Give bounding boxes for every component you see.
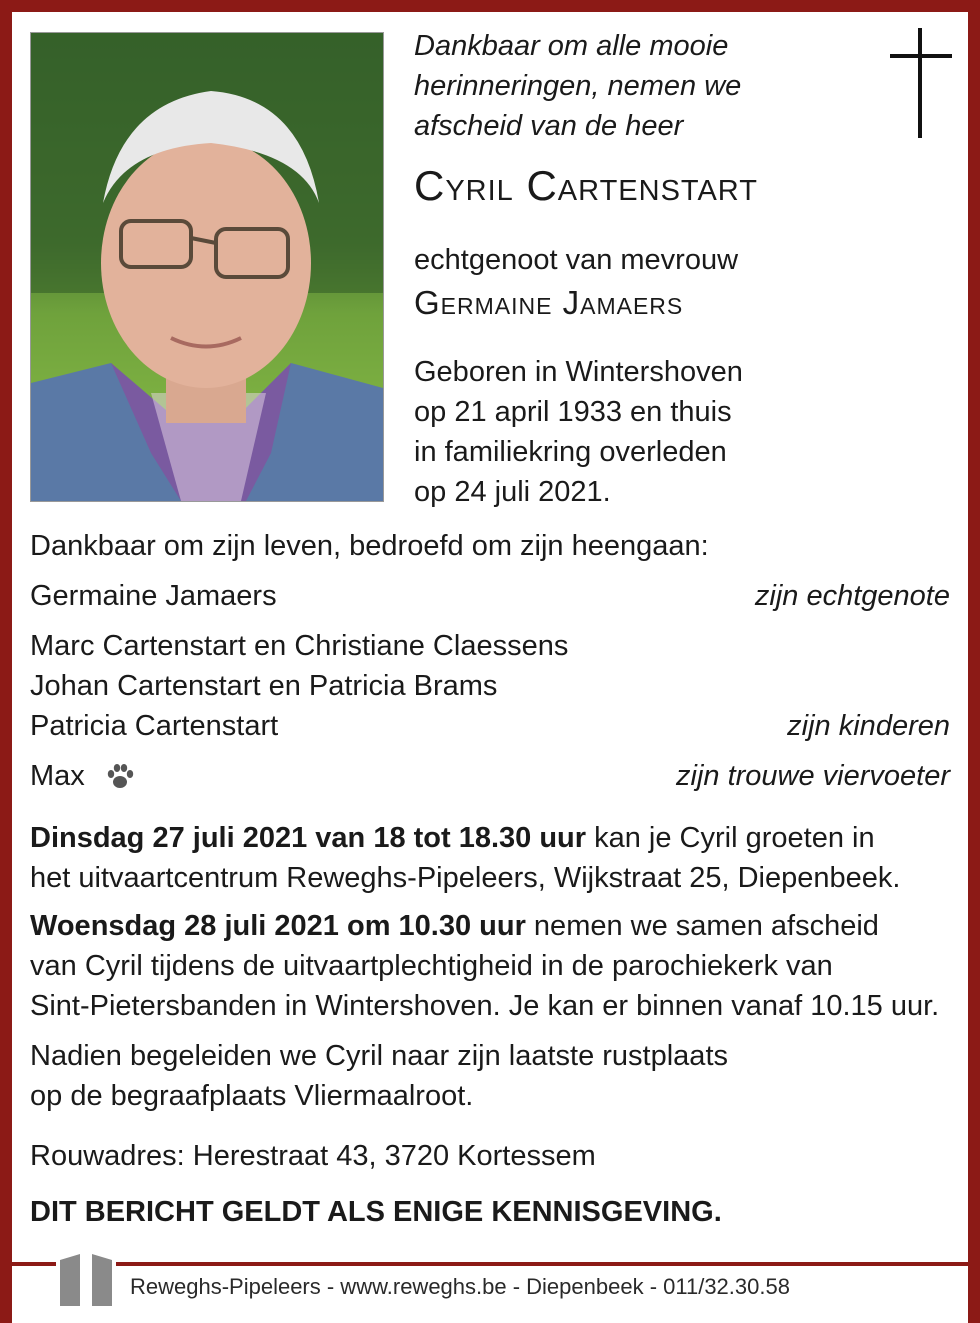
ceremony-date: Woensdag 28 juli 2021 om 10.30 uur bbox=[30, 910, 526, 942]
ceremony-text: nemen we samen afscheid bbox=[525, 910, 879, 942]
visitation-text: kan je Cyril groeten in bbox=[586, 822, 875, 854]
mourner-row bbox=[30, 710, 950, 746]
intro-line: Dankbaar om alle mooie bbox=[414, 30, 729, 62]
mourner-row bbox=[30, 630, 950, 666]
spouse-prefix: echtgenoot van mevrouw bbox=[414, 244, 739, 276]
footer-contact: Reweghs-Pipeleers - www.reweghs.be - Diepenbeek - 011/32.30.58 bbox=[130, 1274, 790, 1299]
cross-icon bbox=[890, 28, 952, 138]
ceremony-line: van Cyril tijdens de uitvaartplechtigheid in de parochiekerk van bbox=[30, 950, 833, 982]
mourner-name-pet bbox=[30, 760, 135, 793]
mourner-relation: zijn echtgenote bbox=[754, 580, 950, 612]
intro-line: afscheid van de heer bbox=[414, 110, 684, 142]
visitation-location: het uitvaartcentrum Reweghs-Pipeleers, Wijkstraat 25, Diepenbeek. bbox=[30, 862, 901, 894]
spouse-name: Germaine Jamaers bbox=[414, 284, 684, 321]
birth-line: op 21 april 1933 en thuis bbox=[414, 396, 732, 428]
mourner-name: Johan Cartenstart en Patricia Brams bbox=[30, 670, 498, 702]
intro-text bbox=[414, 26, 834, 146]
mourner-relation: zijn kinderen bbox=[787, 710, 950, 742]
paw-print-icon bbox=[105, 762, 135, 792]
mourner-relation: zijn trouwe viervoeter bbox=[676, 760, 950, 792]
address-line bbox=[30, 1136, 960, 1176]
mourner-row bbox=[30, 670, 950, 706]
mourning-address: Rouwadres: Herestraat 43, 3720 Kortessem bbox=[30, 1140, 596, 1172]
notice-line: DIT BERICHT GELDT ALS ENIGE KENNISGEVING. bbox=[30, 1196, 722, 1228]
burial-paragraph bbox=[30, 1036, 960, 1116]
footer-divider bbox=[0, 1262, 980, 1266]
birth-line: op 24 juli 2021. bbox=[414, 476, 611, 508]
burial-line: op de begraafplaats Vliermaalroot. bbox=[30, 1080, 474, 1112]
grateful-line: Dankbaar om zijn leven, bedroefd om zijn heengaan: bbox=[30, 530, 709, 562]
mourner-row bbox=[30, 760, 950, 796]
mourner-row bbox=[30, 580, 950, 616]
mourner-name: Germaine Jamaers bbox=[30, 580, 277, 612]
mourner-name: Max bbox=[30, 760, 85, 792]
mourner-name: Patricia Cartenstart bbox=[30, 710, 279, 742]
visitation-date: Dinsdag 27 juli 2021 van 18 tot 18.30 uur bbox=[30, 822, 587, 854]
burial-line: Nadien begeleiden we Cyril naar zijn laatste rustplaats bbox=[30, 1040, 728, 1072]
birth-line: Geboren in Wintershoven bbox=[414, 356, 743, 388]
portrait-photo bbox=[30, 32, 384, 502]
birth-line: in familiekring overleden bbox=[414, 436, 727, 468]
visitation-paragraph bbox=[30, 818, 960, 898]
ceremony-line: Sint-Pietersbanden in Wintershoven. Je kan er binnen vanaf 10.15 uur. bbox=[30, 990, 940, 1022]
intro-line: herinneringen, nemen we bbox=[414, 70, 742, 102]
mourner-name: Marc Cartenstart en Christiane Claessens bbox=[30, 630, 569, 662]
birth-death-info bbox=[414, 352, 743, 512]
deceased-name: Cyril Cartenstart bbox=[414, 162, 758, 209]
funeral-home-logo bbox=[56, 1250, 116, 1306]
ceremony-paragraph bbox=[30, 906, 960, 1026]
